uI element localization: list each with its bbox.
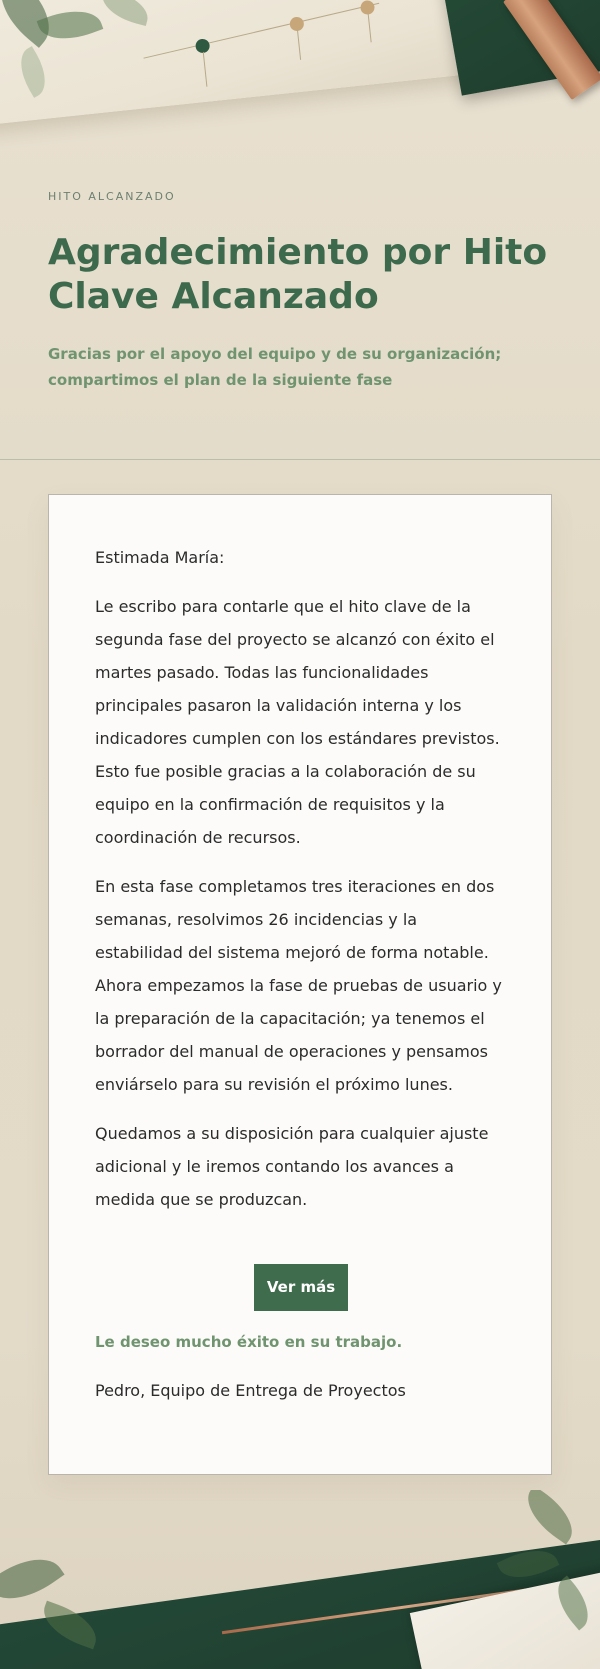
eyebrow-label: HITO ALCANZADO xyxy=(48,190,176,203)
email-header xyxy=(48,190,568,393)
letter-closing: Le deseo mucho éxito en su trabajo. xyxy=(95,1333,403,1351)
letter-paragraph: Quedamos a su disposición para cualquier ajuste adicional y le iremos contando los avances a medida que se produzcan. xyxy=(95,1124,489,1209)
cta-wrapper xyxy=(49,1264,553,1311)
leaf-icon xyxy=(517,1490,583,1544)
letter-card xyxy=(48,494,552,1475)
page-title: Agradecimiento por Hito Clave Alcanzado xyxy=(48,232,548,317)
top-decoration xyxy=(0,0,600,160)
letter-signature: Pedro, Equipo de Entrega de Proyectos xyxy=(95,1381,406,1400)
letter-body xyxy=(95,541,507,1216)
letter-greeting: Estimada María: xyxy=(95,548,225,567)
letter-paragraph: Le escribo para contarle que el hito clave de la segunda fase del proyecto se alcanzó con éxito el martes pasado. Todas las funcionalidades principales pasaron la validación interna y los indicadores cumplen con los estándares previstos. Esto fue posible gracias a la colaboración de su equipo en la confirmación de requisitos y la coordinación de recursos. xyxy=(95,597,500,847)
header-divider xyxy=(0,459,600,460)
see-more-button[interactable]: Ver más xyxy=(254,1264,348,1311)
bottom-decoration xyxy=(0,1490,600,1669)
letter-paragraph: En esta fase completamos tres iteraciones en dos semanas, resolvimos 26 incidencias y la estabilidad del sistema mejoró de forma notable. Ahora empezamos la fase de pruebas de usuario y la preparación de la capacitación; ya tenemos el borrador del manual de operaciones y pensamos enviárselo para su revisión el próximo lunes. xyxy=(95,877,502,1094)
page-subtitle: Gracias por el apoyo del equipo y de su organización; compartimos el plan de la siguiente fase xyxy=(48,345,502,389)
